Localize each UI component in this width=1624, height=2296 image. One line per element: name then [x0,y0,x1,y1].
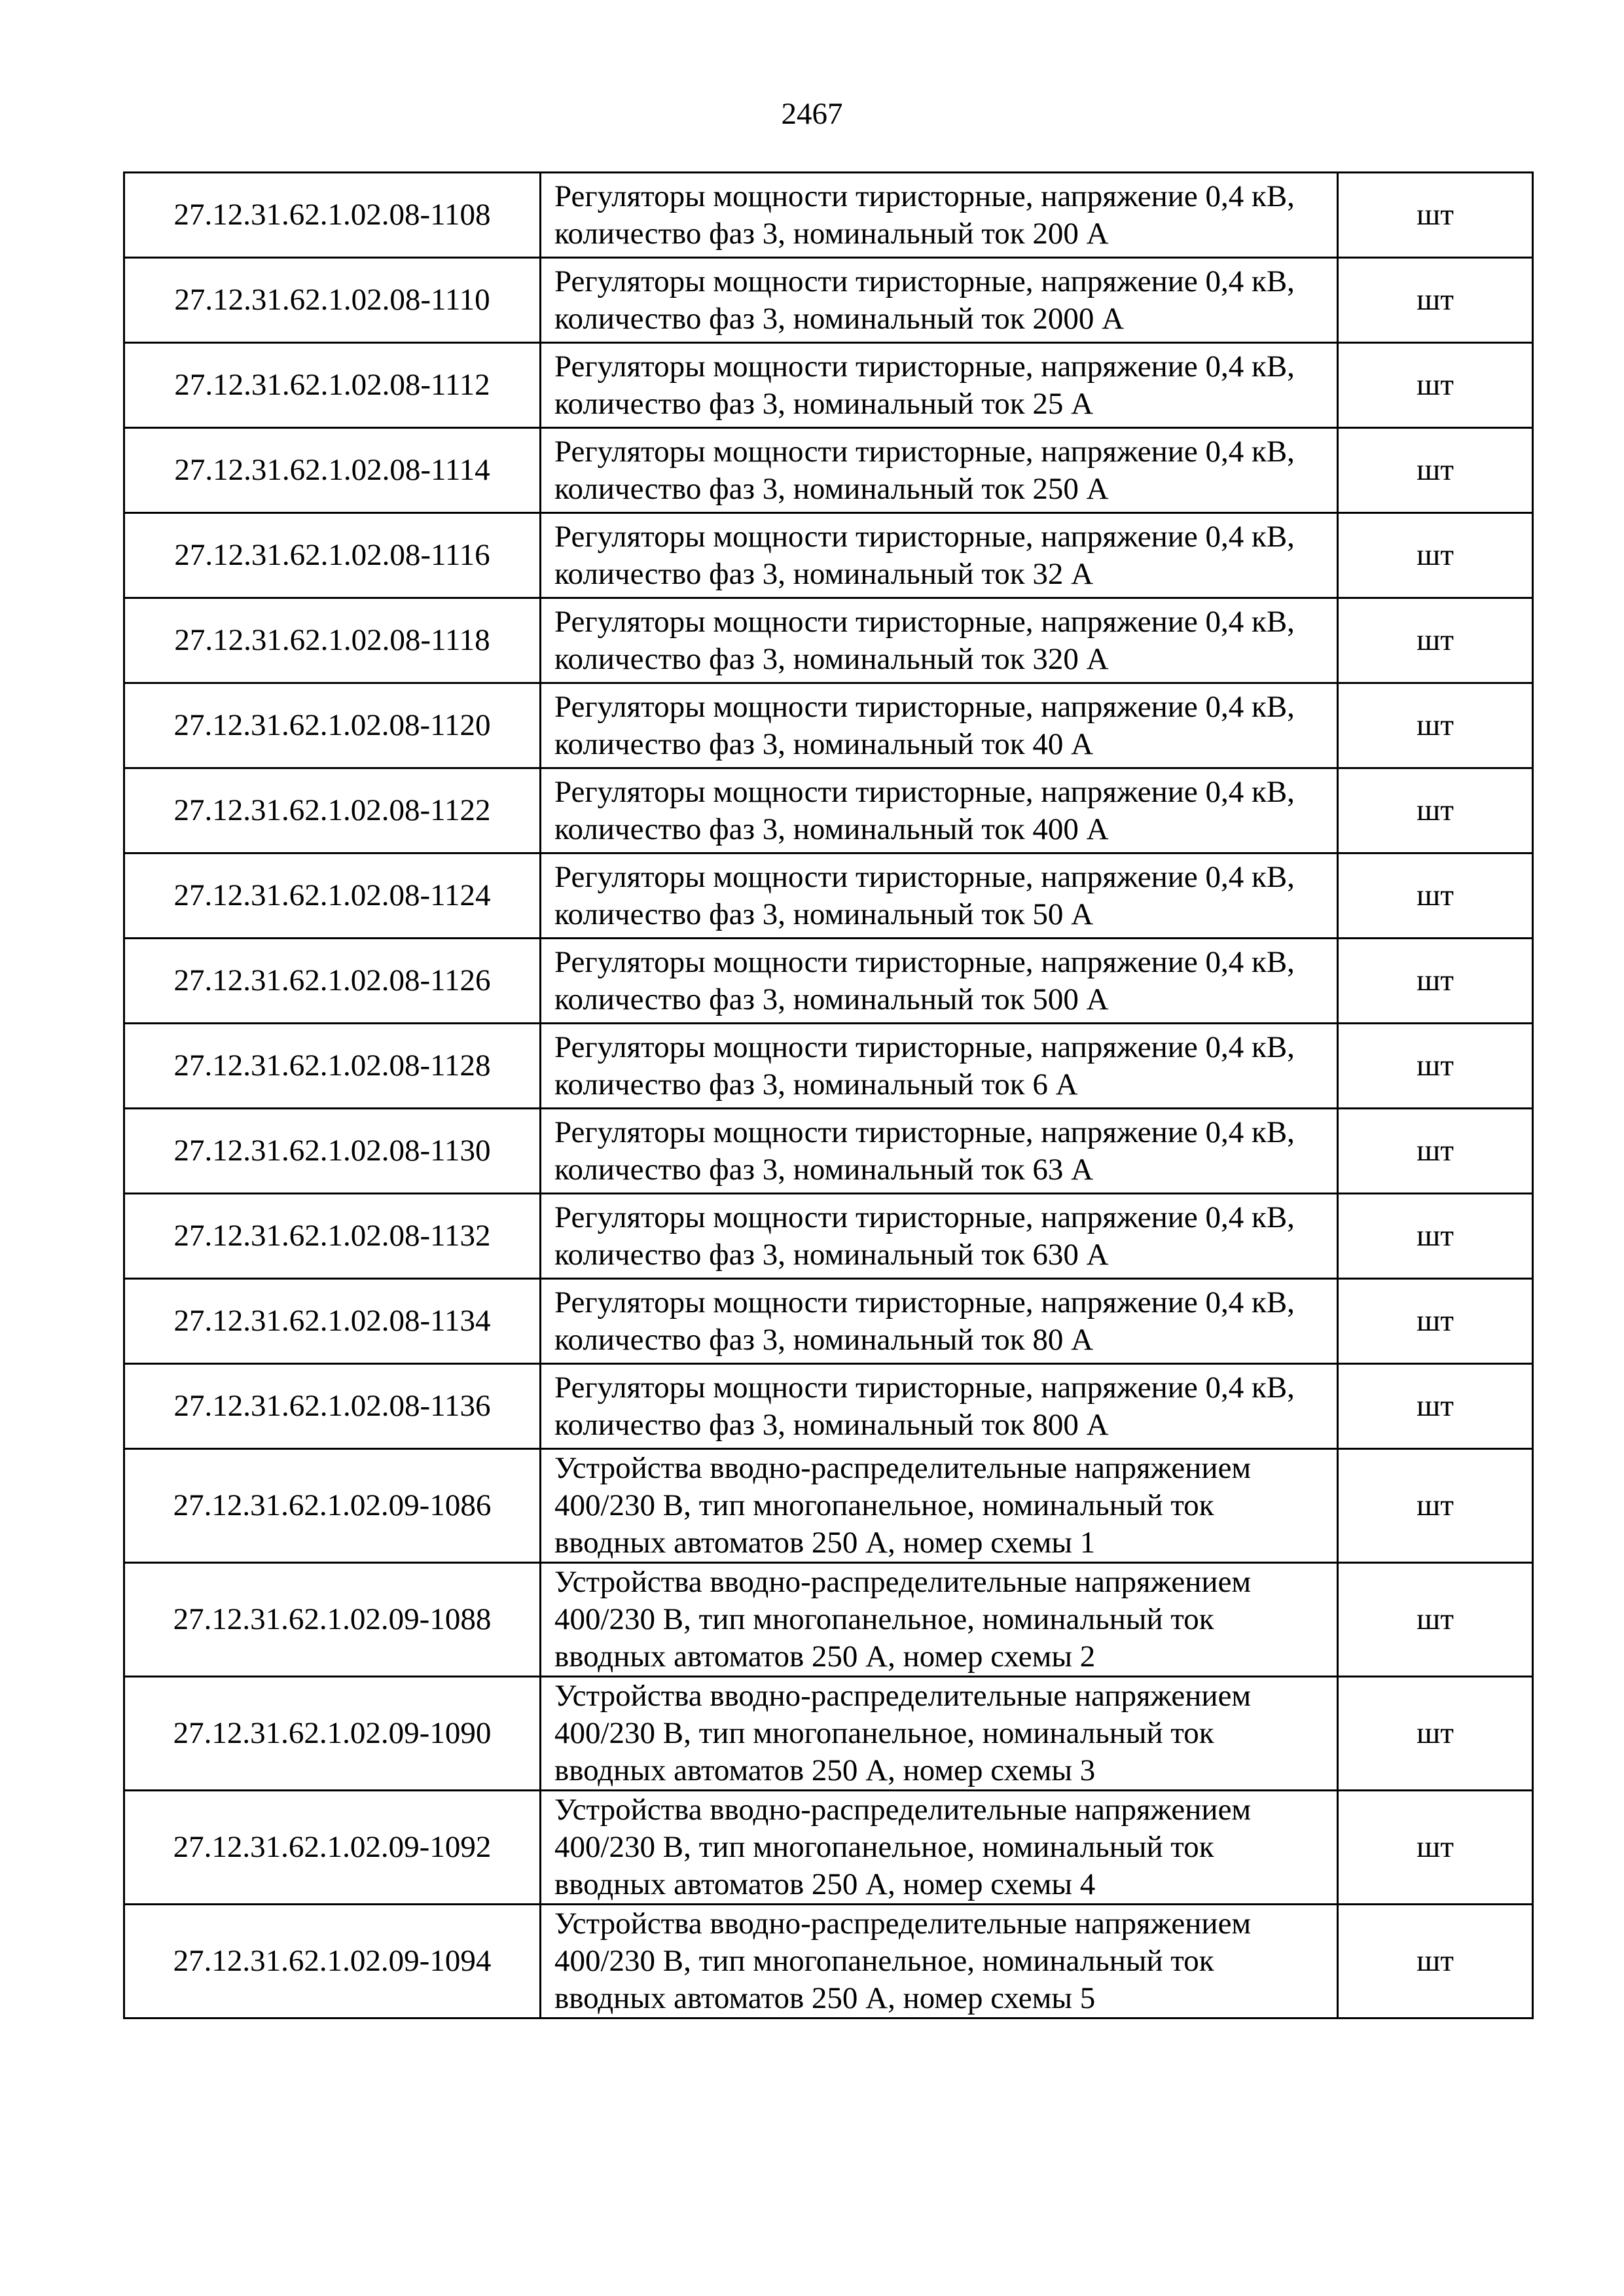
resource-description-cell: Регуляторы мощности тиристорные, напряжение 0,4 кВ, количество фаз 3, номинальный ток 800 А [541,1364,1338,1449]
resource-code-cell: 27.12.31.62.1.02.08-1128 [124,1024,541,1109]
resource-code-cell: 27.12.31.62.1.02.08-1112 [124,343,541,428]
table-row [124,343,1533,428]
unit-cell: шт [1338,513,1533,598]
resource-code-cell: 27.12.31.62.1.02.08-1110 [124,258,541,343]
resource-code-cell: 27.12.31.62.1.02.08-1124 [124,853,541,939]
resource-description-cell: Регуляторы мощности тиристорные, напряжение 0,4 кВ, количество фаз 3, номинальный ток 32 А [541,513,1338,598]
resource-description-cell: Регуляторы мощности тиристорные, напряжение 0,4 кВ, количество фаз 3, номинальный ток 320 А [541,598,1338,683]
resource-code-cell: 27.12.31.62.1.02.08-1114 [124,428,541,513]
resource-description-cell: Регуляторы мощности тиристорные, напряжение 0,4 кВ, количество фаз 3, номинальный ток 40 А [541,683,1338,768]
resource-description-cell: Регуляторы мощности тиристорные, напряжение 0,4 кВ, количество фаз 3, номинальный ток 80 А [541,1279,1338,1364]
resource-code-cell: 27.12.31.62.1.02.09-1092 [124,1791,541,1905]
resource-code-cell: 27.12.31.62.1.02.08-1130 [124,1109,541,1194]
unit-cell: шт [1338,683,1533,768]
resource-code-cell: 27.12.31.62.1.02.08-1134 [124,1279,541,1364]
resource-code-cell: 27.12.31.62.1.02.08-1122 [124,768,541,853]
table-row [124,1677,1533,1791]
table-row [124,1279,1533,1364]
table-row [124,1905,1533,2018]
resource-code-cell: 27.12.31.62.1.02.08-1132 [124,1194,541,1279]
resource-description-cell: Регуляторы мощности тиристорные, напряжение 0,4 кВ, количество фаз 3, номинальный ток 2000 А [541,258,1338,343]
resource-description-cell: Регуляторы мощности тиристорные, напряжение 0,4 кВ, количество фаз 3, номинальный ток 500 А [541,939,1338,1024]
unit-cell: шт [1338,853,1533,939]
resource-code-cell: 27.12.31.62.1.02.09-1088 [124,1563,541,1677]
resource-description-cell: Регуляторы мощности тиристорные, напряжение 0,4 кВ, количество фаз 3, номинальный ток 50 А [541,853,1338,939]
table-row [124,1024,1533,1109]
resource-code-cell: 27.12.31.62.1.02.08-1126 [124,939,541,1024]
page-number: 2467 [781,97,843,131]
table-row [124,258,1533,343]
unit-cell: шт [1338,1905,1533,2018]
unit-cell: шт [1338,1563,1533,1677]
resource-description-cell: Регуляторы мощности тиристорные, напряжение 0,4 кВ, количество фаз 3, номинальный ток 630 А [541,1194,1338,1279]
unit-cell: шт [1338,1364,1533,1449]
unit-cell: шт [1338,428,1533,513]
table-row [124,768,1533,853]
table-row [124,1109,1533,1194]
resource-code-cell: 27.12.31.62.1.02.08-1136 [124,1364,541,1449]
table-row [124,1194,1533,1279]
resource-description-cell: Устройства вводно-распределительные напряжением 400/230 В, тип многопанельное, номинальный ток вводных автоматов 250 А, номер схемы 3 [541,1677,1338,1791]
unit-cell: шт [1338,1449,1533,1563]
resource-code-cell: 27.12.31.62.1.02.09-1094 [124,1905,541,2018]
unit-cell: шт [1338,173,1533,258]
table-row [124,598,1533,683]
unit-cell: шт [1338,598,1533,683]
resource-code-cell: 27.12.31.62.1.02.09-1090 [124,1677,541,1791]
table-row [124,1563,1533,1677]
table-row [124,939,1533,1024]
table-row [124,1791,1533,1905]
resource-description-cell: Устройства вводно-распределительные напряжением 400/230 В, тип многопанельное, номинальный ток вводных автоматов 250 А, номер схемы 1 [541,1449,1338,1563]
resource-description-cell: Регуляторы мощности тиристорные, напряжение 0,4 кВ, количество фаз 3, номинальный ток 400 А [541,768,1338,853]
table-row [124,1364,1533,1449]
resource-description-cell: Устройства вводно-распределительные напряжением 400/230 В, тип многопанельное, номинальный ток вводных автоматов 250 А, номер схемы 4 [541,1791,1338,1905]
unit-cell: шт [1338,258,1533,343]
table-row [124,853,1533,939]
resource-description-cell: Регуляторы мощности тиристорные, напряжение 0,4 кВ, количество фаз 3, номинальный ток 25 А [541,343,1338,428]
unit-cell: шт [1338,343,1533,428]
resource-code-cell: 27.12.31.62.1.02.08-1120 [124,683,541,768]
table-body [124,173,1533,2018]
resource-description-cell: Устройства вводно-распределительные напряжением 400/230 В, тип многопанельное, номинальный ток вводных автоматов 250 А, номер схемы 5 [541,1905,1338,2018]
resource-description-cell: Устройства вводно-распределительные напряжением 400/230 В, тип многопанельное, номинальный ток вводных автоматов 250 А, номер схемы 2 [541,1563,1338,1677]
table-row [124,683,1533,768]
unit-cell: шт [1338,1024,1533,1109]
unit-cell: шт [1338,1791,1533,1905]
unit-cell: шт [1338,1677,1533,1791]
resource-code-cell: 27.12.31.62.1.02.09-1086 [124,1449,541,1563]
table-row [124,513,1533,598]
unit-cell: шт [1338,1109,1533,1194]
table-row [124,428,1533,513]
resource-table [123,171,1534,2019]
table-row [124,1449,1533,1563]
resource-description-cell: Регуляторы мощности тиристорные, напряжение 0,4 кВ, количество фаз 3, номинальный ток 200 А [541,173,1338,258]
resource-code-cell: 27.12.31.62.1.02.08-1116 [124,513,541,598]
unit-cell: шт [1338,939,1533,1024]
unit-cell: шт [1338,1194,1533,1279]
resource-code-cell: 27.12.31.62.1.02.08-1118 [124,598,541,683]
unit-cell: шт [1338,1279,1533,1364]
table-row [124,173,1533,258]
resource-description-cell: Регуляторы мощности тиристорные, напряжение 0,4 кВ, количество фаз 3, номинальный ток 63 А [541,1109,1338,1194]
resource-description-cell: Регуляторы мощности тиристорные, напряжение 0,4 кВ, количество фаз 3, номинальный ток 250 А [541,428,1338,513]
unit-cell: шт [1338,768,1533,853]
resource-description-cell: Регуляторы мощности тиристорные, напряжение 0,4 кВ, количество фаз 3, номинальный ток 6 А [541,1024,1338,1109]
resource-code-cell: 27.12.31.62.1.02.08-1108 [124,173,541,258]
